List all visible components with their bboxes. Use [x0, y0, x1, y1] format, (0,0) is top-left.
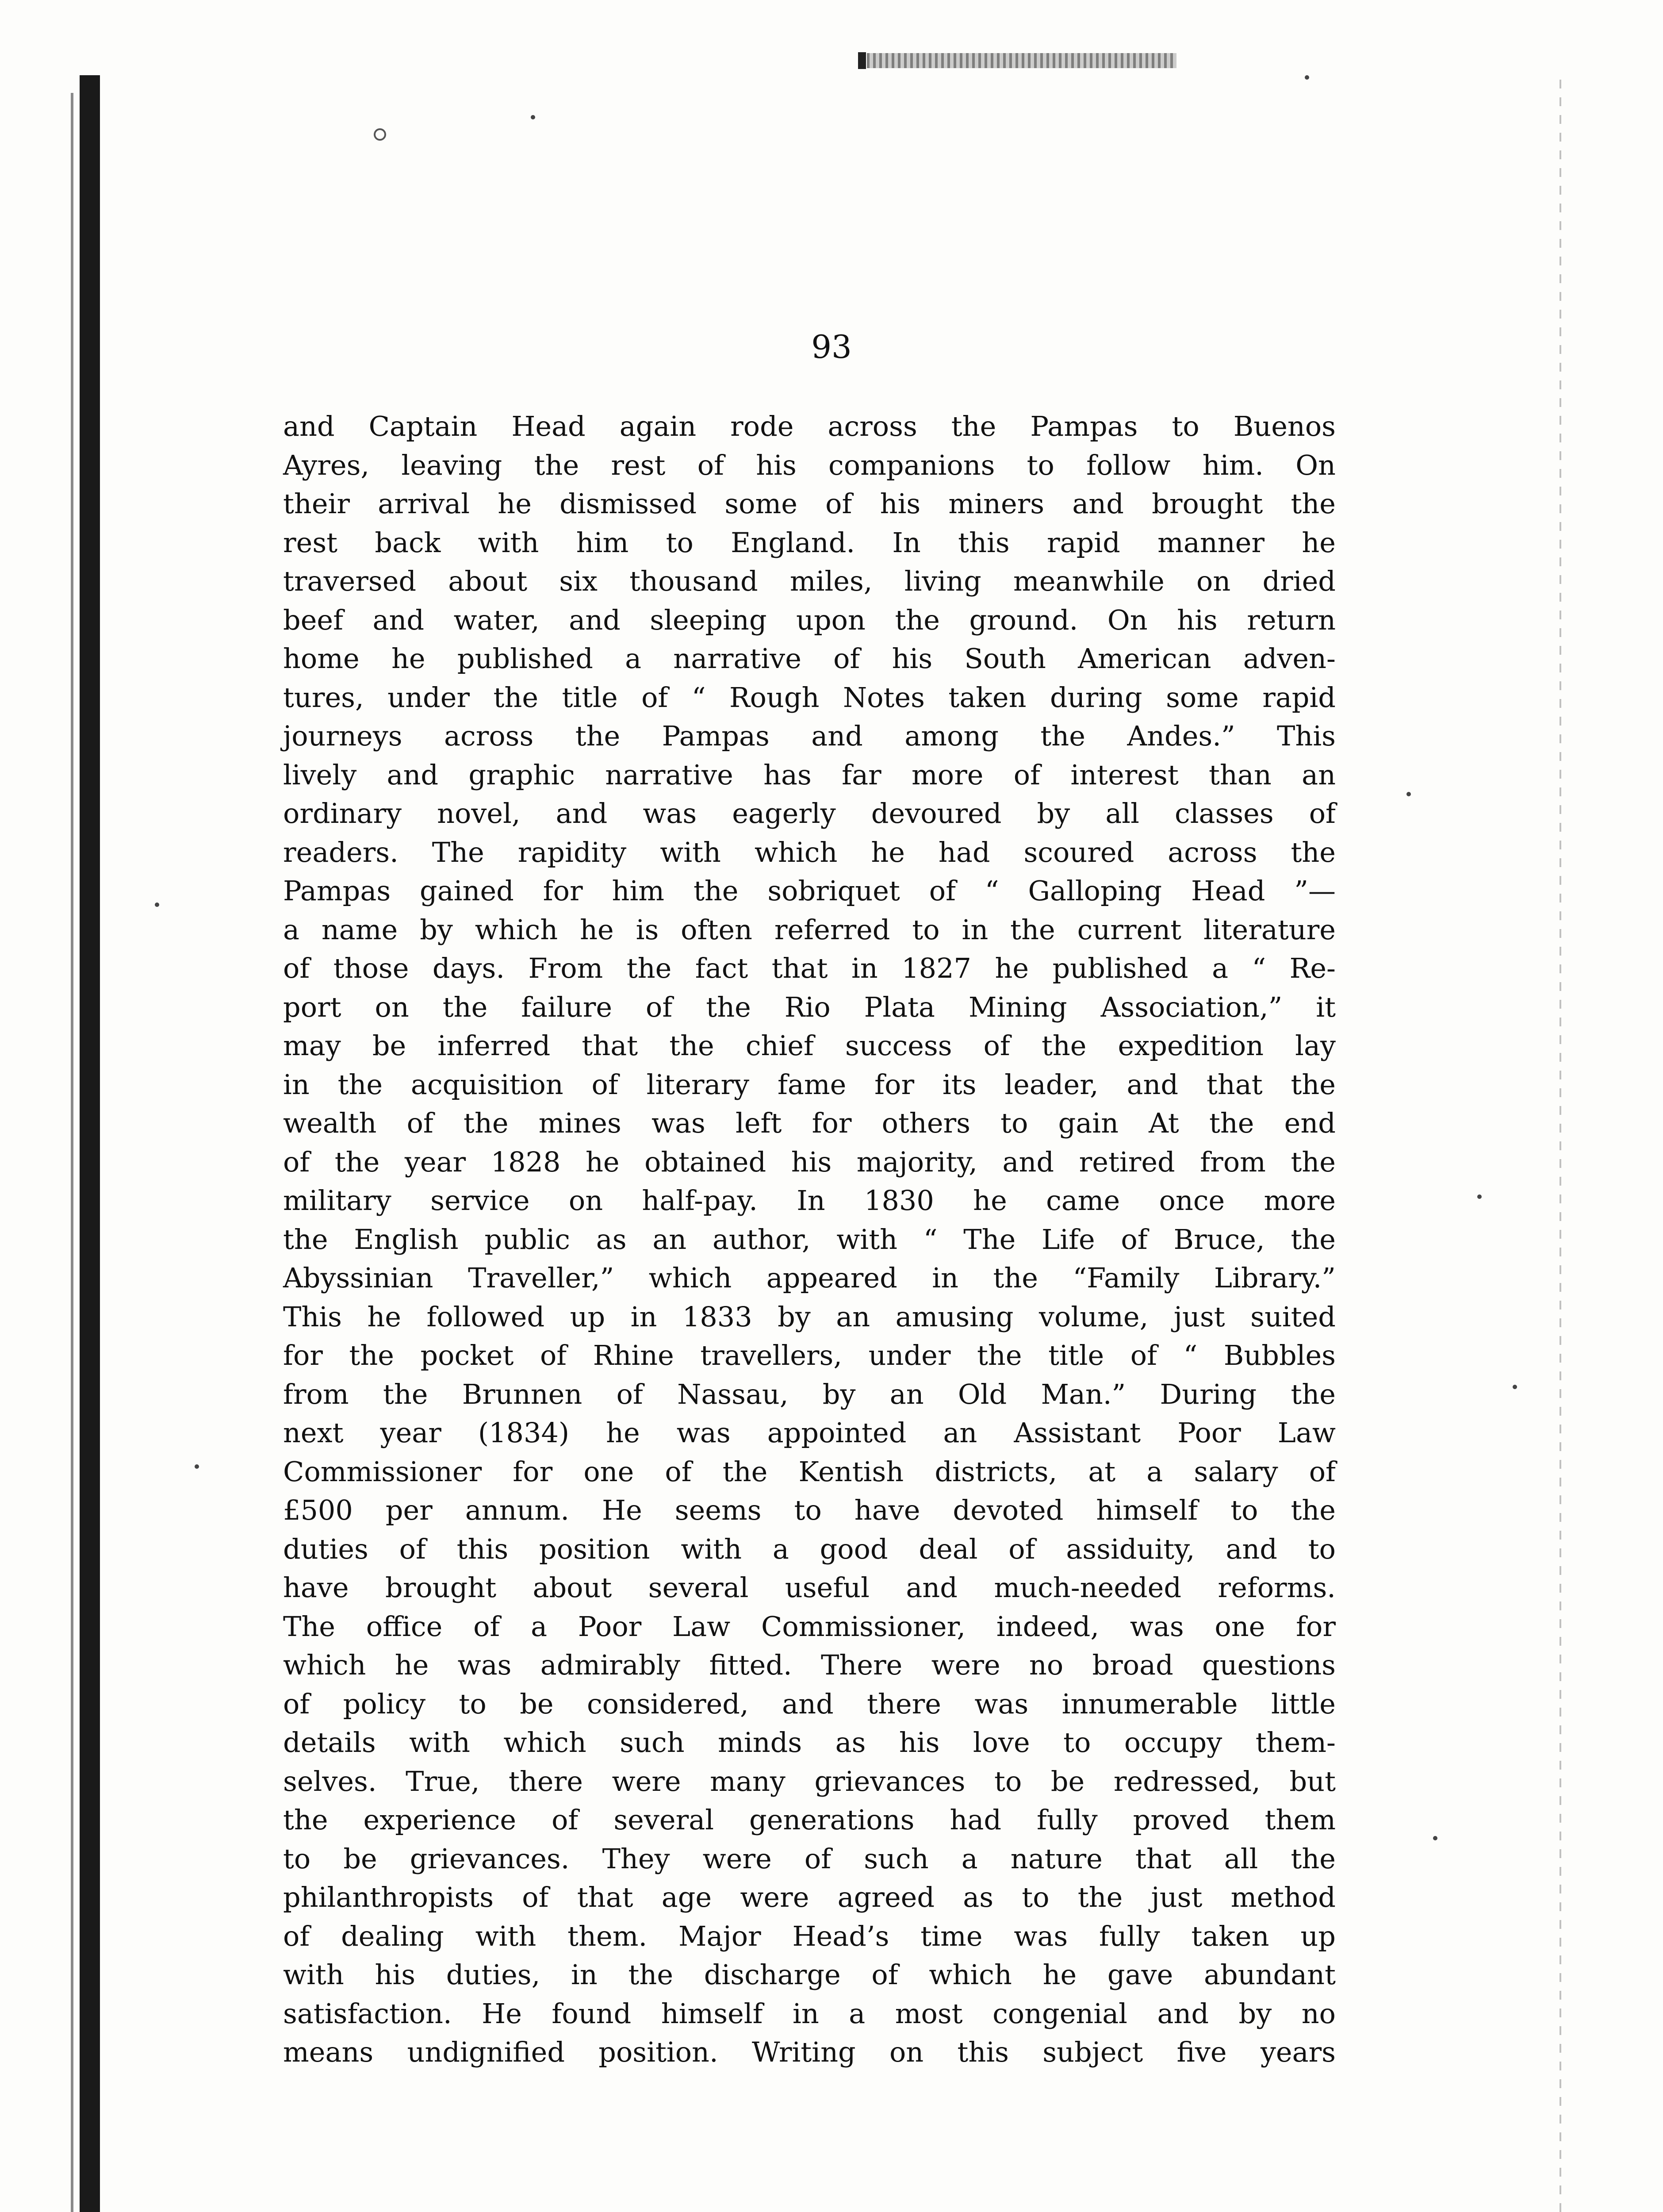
text-line: selves. True, there were many grievances to be redressed, but	[283, 1765, 1336, 1797]
text-line: with his duties, in the discharge of which he gave abundant	[283, 1959, 1336, 1991]
text-line: readers. The rapidity with which he had scoured across the	[283, 836, 1336, 868]
text-line: satisfaction. He found himself in a most congenial and by no	[283, 1997, 1336, 2030]
page-number: 93	[811, 328, 852, 365]
text-line: which he was admirably fitted. There were no broad questions	[283, 1649, 1336, 1681]
scan-speck	[1305, 75, 1309, 80]
scan-speck	[155, 902, 159, 907]
text-line: home he published a narrative of his South American adven-	[283, 642, 1336, 675]
text-line: beef and water, and sleeping upon the ground. On his return	[283, 603, 1336, 636]
text-line: traversed about six thousand miles, living meanwhile on dried	[283, 565, 1336, 597]
scan-artifact-ring	[374, 128, 386, 141]
binding-edge-shadow	[71, 93, 73, 2212]
scan-speck	[1513, 1385, 1517, 1389]
text-line: Ayres, leaving the rest of his companions to follow him. On	[283, 449, 1336, 481]
text-line: military service on half-pay. In 1830 he came once more	[283, 1184, 1336, 1217]
text-line: and Captain Head again rode across the Pampas to Buenos	[283, 410, 1336, 442]
text-line: of dealing with them. Major Head’s time was fully taken up	[283, 1920, 1336, 1952]
text-line: the English public as an author, with “ The Life of Bruce, the	[283, 1223, 1336, 1256]
text-line: the experience of several generations had fully proved them	[283, 1804, 1336, 1836]
text-line: £500 per annum. He seems to have devoted himself to the	[283, 1494, 1336, 1526]
text-line: means undignified position. Writing on this subject five years	[283, 2036, 1336, 2068]
scan-artifact-mark	[858, 52, 866, 69]
text-line: a name by which he is often referred to in the current literature	[283, 913, 1336, 946]
text-line: to be grievances. They were of such a nature that all the	[283, 1842, 1336, 1875]
text-line: Abyssinian Traveller,” which appeared in the “Family Library.”	[283, 1262, 1336, 1294]
text-line: rest back with him to England. In this rapid manner he	[283, 526, 1336, 559]
text-line: Pampas gained for him the sobriquet of “ Galloping Head ”—	[283, 875, 1336, 907]
text-line: wealth of the mines was left for others to gain At the end	[283, 1107, 1336, 1139]
text-line: of policy to be considered, and there was innumerable little	[283, 1687, 1336, 1720]
text-line: may be inferred that the chief success of the expedition lay	[283, 1029, 1336, 1062]
text-line: details with which such minds as his love to occupy them-	[283, 1726, 1336, 1759]
text-line: port on the failure of the Rio Plata Mining Association,” it	[283, 991, 1336, 1023]
text-line: of the year 1828 he obtained his majority, and retired from the	[283, 1145, 1336, 1178]
text-line: The office of a Poor Law Commissioner, indeed, was one for	[283, 1610, 1336, 1643]
text-line: tures, under the title of “ Rough Notes taken during some rapid	[283, 681, 1336, 714]
scan-speck	[1406, 792, 1411, 796]
text-line: their arrival he dismissed some of his miners and brought the	[283, 488, 1336, 520]
text-line: in the acquisition of literary fame for its leader, and that the	[283, 1068, 1336, 1101]
scan-artifact-strip	[867, 53, 1176, 68]
text-line: This he followed up in 1833 by an amusing volume, just suited	[283, 1300, 1336, 1333]
scan-speck	[1477, 1194, 1482, 1199]
text-line: journeys across the Pampas and among the Andes.” This	[283, 720, 1336, 752]
text-line: lively and graphic narrative has far more of interest than an	[283, 758, 1336, 791]
scan-speck	[1433, 1836, 1437, 1840]
scan-speck	[195, 1464, 199, 1469]
binding-edge	[80, 75, 100, 2212]
text-line: of those days. From the fact that in 1827 he published a “ Re-	[283, 952, 1336, 984]
page-right-edge	[1560, 80, 1561, 2212]
text-line: for the pocket of Rhine travellers, under the title of “ Bubbles	[283, 1339, 1336, 1371]
text-line: from the Brunnen of Nassau, by an Old Man.” During the	[283, 1378, 1336, 1410]
text-line: duties of this position with a good deal of assiduity, and to	[283, 1532, 1336, 1565]
text-line: ordinary novel, and was eagerly devoured by all classes of	[283, 797, 1336, 830]
text-line: philanthropists of that age were agreed as to the just method	[283, 1881, 1336, 1913]
text-line: Commissioner for one of the Kentish districts, at a salary of	[283, 1455, 1336, 1488]
scan-speck	[531, 115, 535, 119]
text-line: next year (1834) he was appointed an Assistant Poor Law	[283, 1417, 1336, 1449]
body-text	[283, 407, 1336, 2072]
text-line: have brought about several useful and much-needed reforms.	[283, 1571, 1336, 1604]
